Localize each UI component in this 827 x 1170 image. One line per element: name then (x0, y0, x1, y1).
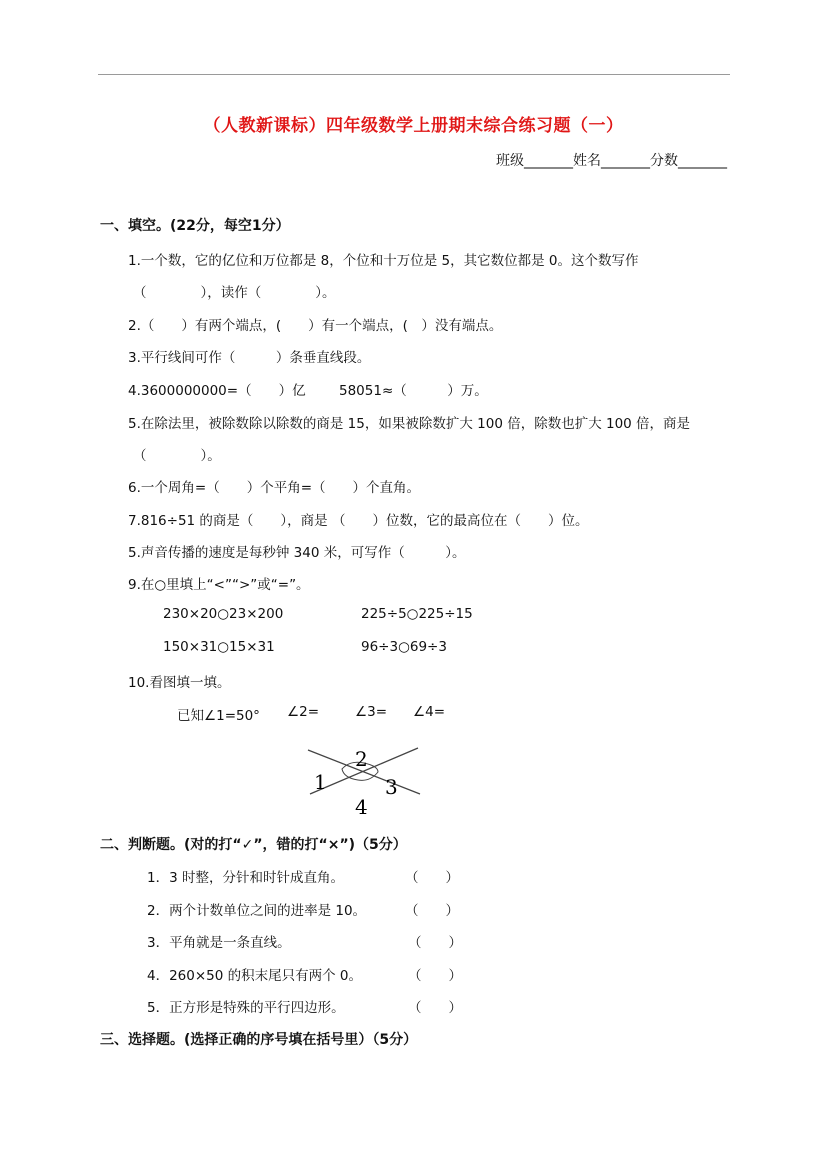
q1-line2: （ ），读作（ ）。 (133, 285, 336, 301)
judge-item: 4．260×50 的积末尾只有两个 0。 (147, 968, 363, 984)
angle-known: 已知∠1=50° (177, 708, 260, 724)
q5-line2: （ ）。 (133, 448, 221, 464)
angle-4-blank: ∠4= (413, 704, 446, 720)
answer-paren: （ ） (408, 935, 462, 951)
angle-label-4: 4 (355, 795, 368, 819)
header-rule (98, 74, 730, 75)
angle-label-1: 1 (314, 770, 327, 794)
compare-item: 230×20○23×200 (163, 606, 284, 622)
answer-paren: （ ） (408, 968, 462, 984)
q1-line1: 1.一个数，它的亿位和万位都是 8，个位和十万位是 5，其它数位都是 0。这个数写作 (128, 253, 639, 269)
q3: 3.平行线间可作（ ）条垂直线段。 (128, 350, 371, 366)
q4-part-a: 4.3600000000=（ ）亿 (128, 383, 306, 399)
compare-item: 150×31○15×31 (163, 639, 275, 655)
angle-label-3: 3 (385, 775, 398, 799)
section2-heading: 二、判断题。(对的打“✓”，错的打“×”)（5分） (100, 837, 407, 853)
angle-3-blank: ∠3= (355, 704, 388, 720)
judge-item: 3．平角就是一条直线。 (147, 935, 291, 951)
answer-paren: （ ） (408, 1000, 462, 1016)
student-info-line: 班级_______姓名_______分数_______ (496, 153, 727, 169)
section3-heading: 三、选择题。(选择正确的序号填在括号里）（5分） (100, 1032, 418, 1048)
judge-item: 1．3 时整，分针和时针成直角。 (147, 870, 344, 886)
angle-2-blank: ∠2= (287, 704, 320, 720)
angle-label-2: 2 (355, 747, 368, 771)
q9: 9.在○里填上“<”“>”或“=”。 (128, 577, 310, 593)
answer-paren: （ ） (405, 870, 459, 886)
intersecting-lines-figure (300, 742, 430, 822)
compare-item: 225÷5○225÷15 (361, 606, 473, 622)
page-title: （人教新课标）四年级数学上册期末综合练习题（一） (203, 116, 624, 136)
q6: 6.一个周角=（ ）个平角=（ ）个直角。 (128, 480, 421, 496)
judge-item: 2．两个计数单位之间的进率是 10。 (147, 903, 367, 919)
q7: 7.816÷51 的商是（ ），商是 （ ）位数，它的最高位在（ ）位。 (128, 513, 589, 529)
compare-item: 96÷3○69÷3 (361, 639, 447, 655)
q5-line1: 5.在除法里，被除数除以除数的商是 15，如果被除数扩大 100 倍，除数也扩大 100 倍，商是 (128, 416, 691, 432)
answer-paren: （ ） (405, 903, 459, 919)
q4-part-b: 58051≈（ ）万。 (339, 383, 488, 399)
q8: 5.声音传播的速度是每秒钟 340 米，可写作（ ）。 (128, 545, 466, 561)
judge-item: 5．正方形是特殊的平行四边形。 (147, 1000, 345, 1016)
q10: 10.看图填一填。 (128, 675, 231, 691)
q2: 2.（ ）有两个端点，( ）有一个端点，( ）没有端点。 (128, 318, 503, 334)
section1-heading: 一、填空。(22分，每空1分） (100, 218, 290, 234)
